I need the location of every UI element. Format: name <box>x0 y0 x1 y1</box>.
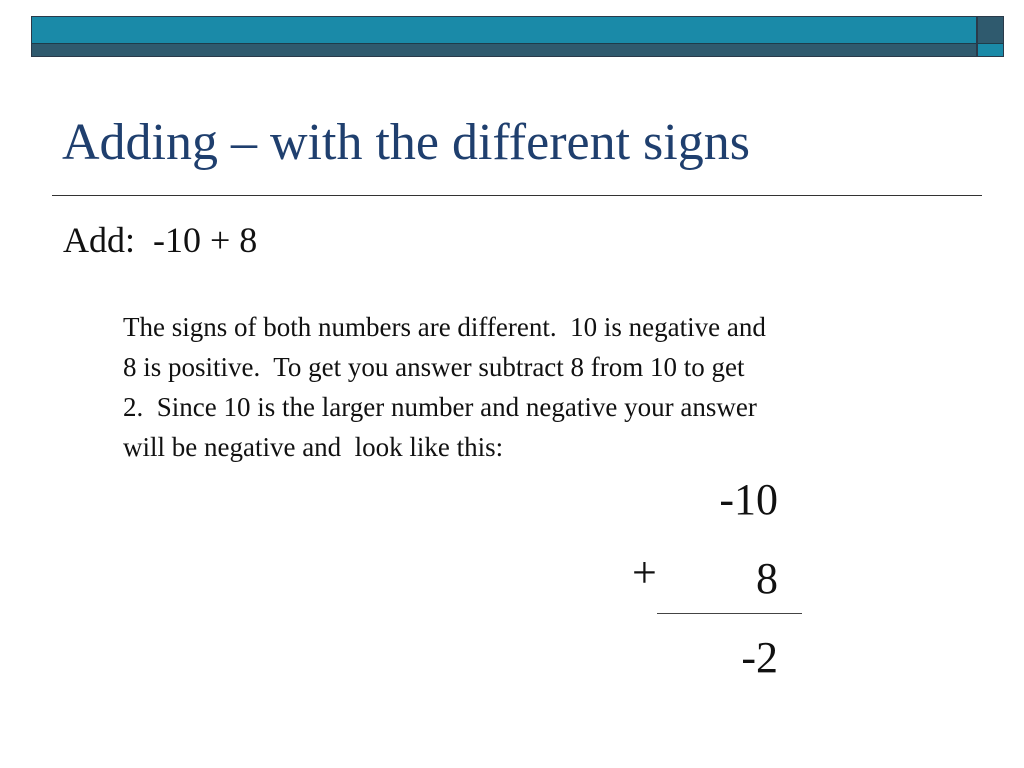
banner-corner-box <box>977 16 1004 57</box>
result-value: -2 <box>741 633 778 682</box>
explanation-line: 2. Since 10 is the larger number and negative your answer <box>123 392 757 422</box>
banner-upper-band <box>32 17 976 43</box>
problem-statement: Add: -10 + 8 <box>63 220 258 260</box>
bottom-operand: 8 <box>756 554 778 603</box>
corner-lower-block <box>978 43 1003 57</box>
banner-lower-band <box>32 43 976 57</box>
header-banner <box>31 16 977 57</box>
explanation-line: The signs of both numbers are different. 10 is negative and <box>123 312 766 342</box>
title-divider <box>52 195 982 196</box>
corner-upper-block <box>978 17 1003 43</box>
explanation-paragraph <box>123 307 953 467</box>
sum-line <box>657 613 802 614</box>
explanation-line: 8 is positive. To get you answer subtract 8 from 10 to get <box>123 352 745 382</box>
explanation-line: will be negative and look like this: <box>123 432 504 462</box>
plus-operator: + <box>632 548 657 597</box>
slide-title: Adding – with the different signs <box>62 114 750 171</box>
top-operand: -10 <box>719 475 778 524</box>
